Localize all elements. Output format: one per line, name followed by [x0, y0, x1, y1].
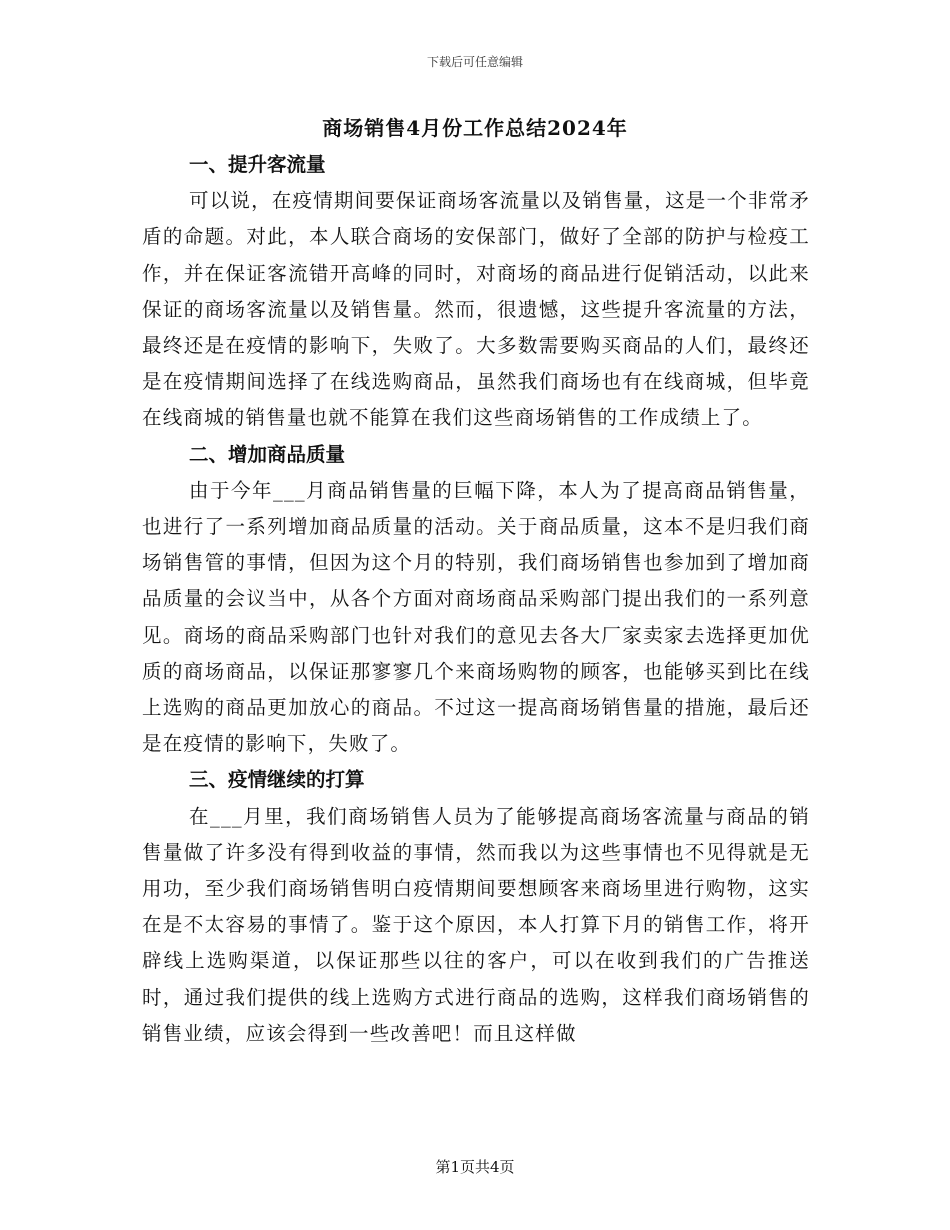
document-title: 商场销售4月份工作总结2024年 [322, 116, 628, 140]
section-heading: 二、增加商品质量 [189, 442, 346, 466]
section-paragraph: 由于今年___月商品销售量的巨幅下降，本人为了提高商品销售量，也进行了一系列增加商品质量的活动。关于商品质量，这本不是归我们商场销售管的事情，但因为这个月的特别，我们商场销售也参加到了增加商品质量的会议当中，从各个方面对商场商品采购部门提出我们的一系列意见。商场的商品采购部门也针对我们的意见去各大厂家卖家去选择更加优质的商场商品，以保证那寥寥几个来商场购物的顾客，也能够买到比在线上选购的商品更加放心的商品。不过这一提高商场销售量的措施，最后还是在疫情的影响下，失败了。 [142, 478, 810, 756]
section-paragraph: 在___月里，我们商场销售人员为了能够提高商场客流量与商品的销售量做了许多没有得到收益的事情，然而我以为这些事情也不见得就是无用功，至少我们商场销售明白疫情期间要想顾客来商场里进行购物，这实在是不太容易的事情了。鉴于这个原因，本人打算下月的销售工作，将开辟线上选购渠道，以保证那些以往的客户，可以在收到我们的广告推送时，通过我们提供的线上选购方式进行商品的选购，这样我们商场销售的销售业绩，应该会得到一些改善吧！而且这样做 [142, 804, 810, 1045]
section-heading: 一、提升客流量 [189, 153, 326, 176]
document-body [142, 147, 810, 1052]
section-paragraph: 可以说，在疫情期间要保证商场客流量以及销售量，这是一个非常矛盾的命题。对此，本人联合商场的安保部门，做好了全部的防护与检疫工作，并在保证客流错开高峰的同时，对商场的商品进行促销活动，以此来保证的商场客流量以及销售量。然而，很遗憾，这些提升客流量的方法，最终还是在疫情的影响下，失败了。大多数需要购买商品的人们，最终还是在疫情期间选择了在线选购商品，虽然我们商场也有在线商城，但毕竟在线商城的销售量也就不能算在我们这些商场销售的工作成绩上了。 [142, 189, 811, 430]
section-3 [142, 762, 810, 1052]
section-1 [142, 147, 810, 437]
section-2 [142, 437, 810, 763]
header-note: 下载后可任意编辑 [426, 55, 523, 69]
page-footer: 第1页共4页 [435, 1158, 515, 1176]
section-heading: 三、疫情继续的打算 [189, 768, 365, 792]
